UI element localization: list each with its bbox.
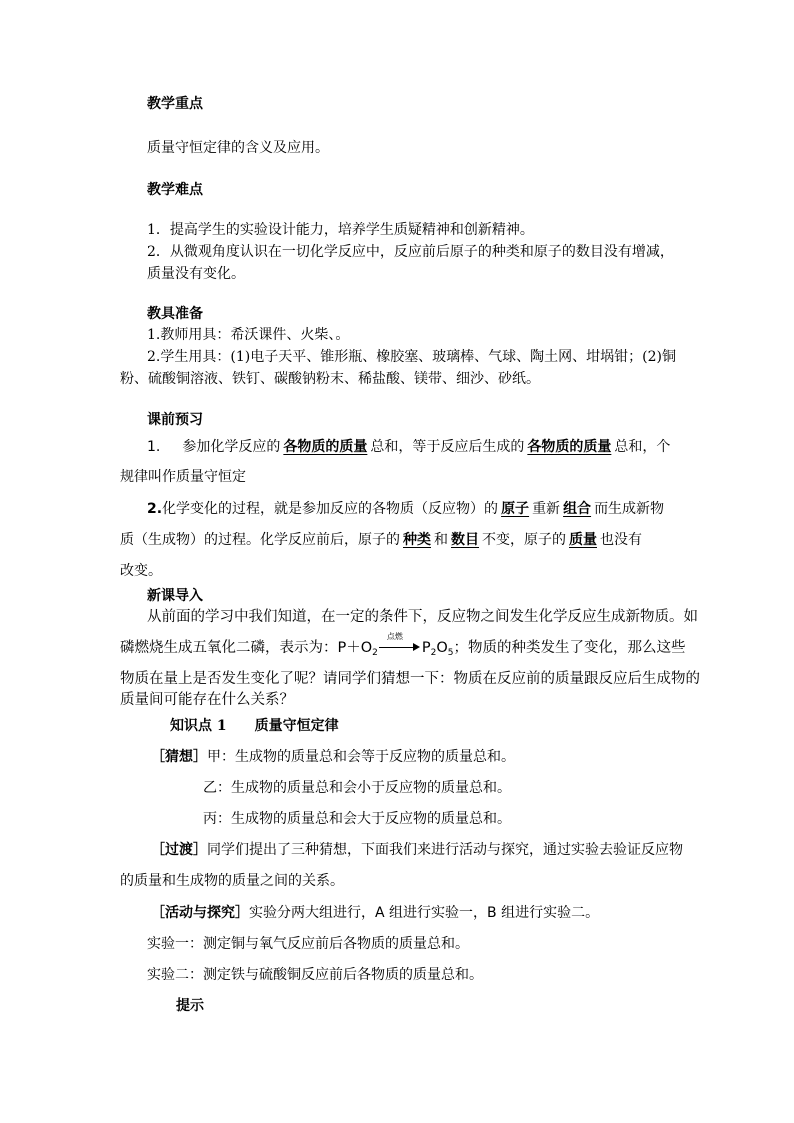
preview-item-1 — [147, 437, 670, 457]
guess-c: 丙：生成物的质量总和会大于反应物的质量总和。 — [203, 811, 511, 827]
intro-line-4: 质量间可能存在什么关系？ — [120, 692, 294, 708]
preview-item-2 — [147, 499, 664, 519]
difficulty-line-1: 1．提高学生的实验设计能力，培养学生质疑精神和创新精神。 — [147, 222, 534, 238]
product-p: P — [421, 640, 431, 656]
preview-item-1-text-a: 参加化学反应的 — [182, 439, 281, 455]
materials-line-3: 粉、硫酸铜溶液、铁钉、碳酸钠粉末、稀盐酸、镁带、细沙、砂纸。 — [120, 371, 540, 387]
preview-item-2-text-a: 化学变化的过程，就是参加反应的各物质（反应物）的 — [162, 501, 499, 517]
intro-line-2 — [120, 632, 686, 663]
knowledge-point-title: 知识点 1 质量守恒定律 — [170, 718, 339, 734]
guess-tag: ［猜想］ — [151, 749, 207, 765]
key-points-text: 质量守恒定律的含义及应用。 — [147, 140, 329, 156]
o-subscript: 5 — [447, 648, 454, 658]
preview-item-2-text-b: 重新 — [532, 501, 561, 517]
transition-text: 同学们提出了三种猜想，下面我们来进行活动与探究，通过实验去验证反应物 — [207, 842, 683, 858]
intro-line-2-text-b: ；物质的种类发生了变化，那么这些 — [453, 640, 686, 656]
materials-line-2: 2.学生用具：(1)电子天平、锥形瓶、橡胶塞、玻璃棒、气球、陶土网、坩埚钳；(2)铜 — [147, 349, 677, 365]
guess-a: 甲：生成物的质量总和会等于反应物的质量总和。 — [207, 749, 515, 765]
o2-subscript: 2 — [372, 648, 378, 658]
activity-tag: ［活动与探究］ — [151, 905, 249, 921]
heading-materials: 教具准备 — [147, 306, 203, 322]
preview-item-2-text-c: 而生成新物 — [594, 501, 665, 517]
transition-tag: ［过渡］ — [151, 842, 207, 858]
preview-item-2-line-2 — [120, 530, 642, 550]
preview-item-2-number: 2. — [147, 501, 163, 517]
preview-item-2-text-f: 不变，原子的 — [482, 532, 566, 548]
activity-text: 实验分两大组进行，A 组进行实验一，B 组进行实验二。 — [249, 905, 600, 921]
experiment-2: 实验二：测定铁与硫酸铜反应前后各物质的质量总和。 — [147, 967, 483, 983]
heading-key-points: 教学重点 — [147, 96, 203, 112]
intro-line-2-text-a: 磷燃烧生成五氧化二磷，表示为：P＋O — [120, 640, 373, 656]
preview-item-2-text-g: 也没有 — [600, 532, 642, 548]
difficulty-line-2: 2．从微观角度认识在一切化学反应中，反应前后原子的种类和原子的数目没有增减， — [147, 244, 674, 260]
transition-line-2: 的质量和生成物的质量之间的关系。 — [120, 873, 344, 889]
heading-preview: 课前预习 — [147, 412, 203, 428]
heading-introduction: 新课导入 — [147, 588, 203, 604]
preview-item-1-text-c: 总和，个 — [614, 439, 671, 455]
activity-line — [151, 903, 599, 923]
intro-line-3: 物质在量上是否发生变化了呢？请同学们猜想一下：物质在反应前的质量跟反应后生成物的 — [120, 671, 700, 687]
preview-item-2-text-d: 质（生成物）的过程。化学反应前后，原子的 — [120, 532, 400, 548]
preview-item-1-line-2: 规律叫作质量守恒定 — [120, 469, 246, 485]
blank-answer-5: 种类 — [403, 532, 431, 548]
hint-heading: 提示 — [176, 998, 204, 1014]
blank-answer-3: 原子 — [501, 501, 530, 517]
guess-b: 乙：生成物的质量总和会小于反应物的质量总和。 — [203, 780, 511, 796]
blank-answer-6: 数目 — [451, 532, 479, 548]
reaction-arrow-icon — [379, 632, 421, 653]
difficulty-line-3: 质量没有变化。 — [147, 266, 245, 282]
guess-line-1 — [151, 747, 515, 767]
product-o: O — [436, 640, 448, 656]
preview-item-2-line-3: 改变。 — [120, 563, 162, 579]
blank-answer-1: 各物质的质量 — [283, 439, 368, 455]
experiment-1: 实验一：测定铜与氧气反应前后各物质的质量总和。 — [147, 936, 469, 952]
materials-line-1: 1.教师用具：希沃课件、火柴、。 — [147, 327, 350, 343]
blank-answer-4: 组合 — [563, 501, 592, 517]
arrow-condition-label: 点燃 — [386, 632, 403, 641]
heading-difficulties: 教学难点 — [147, 182, 203, 198]
transition-line-1 — [151, 840, 683, 860]
intro-line-1: 从前面的学习中我们知道，在一定的条件下，反应物之间发生化学反应生成新物质。如 — [147, 609, 698, 625]
preview-item-2-text-e: 和 — [434, 532, 448, 548]
preview-item-1-number: 1. — [147, 439, 161, 455]
blank-answer-2: 各物质的质量 — [527, 439, 612, 455]
p-subscript: 2 — [430, 648, 437, 658]
blank-answer-7: 质量 — [569, 532, 597, 548]
preview-item-1-text-b: 总和，等于反应后生成的 — [370, 439, 525, 455]
